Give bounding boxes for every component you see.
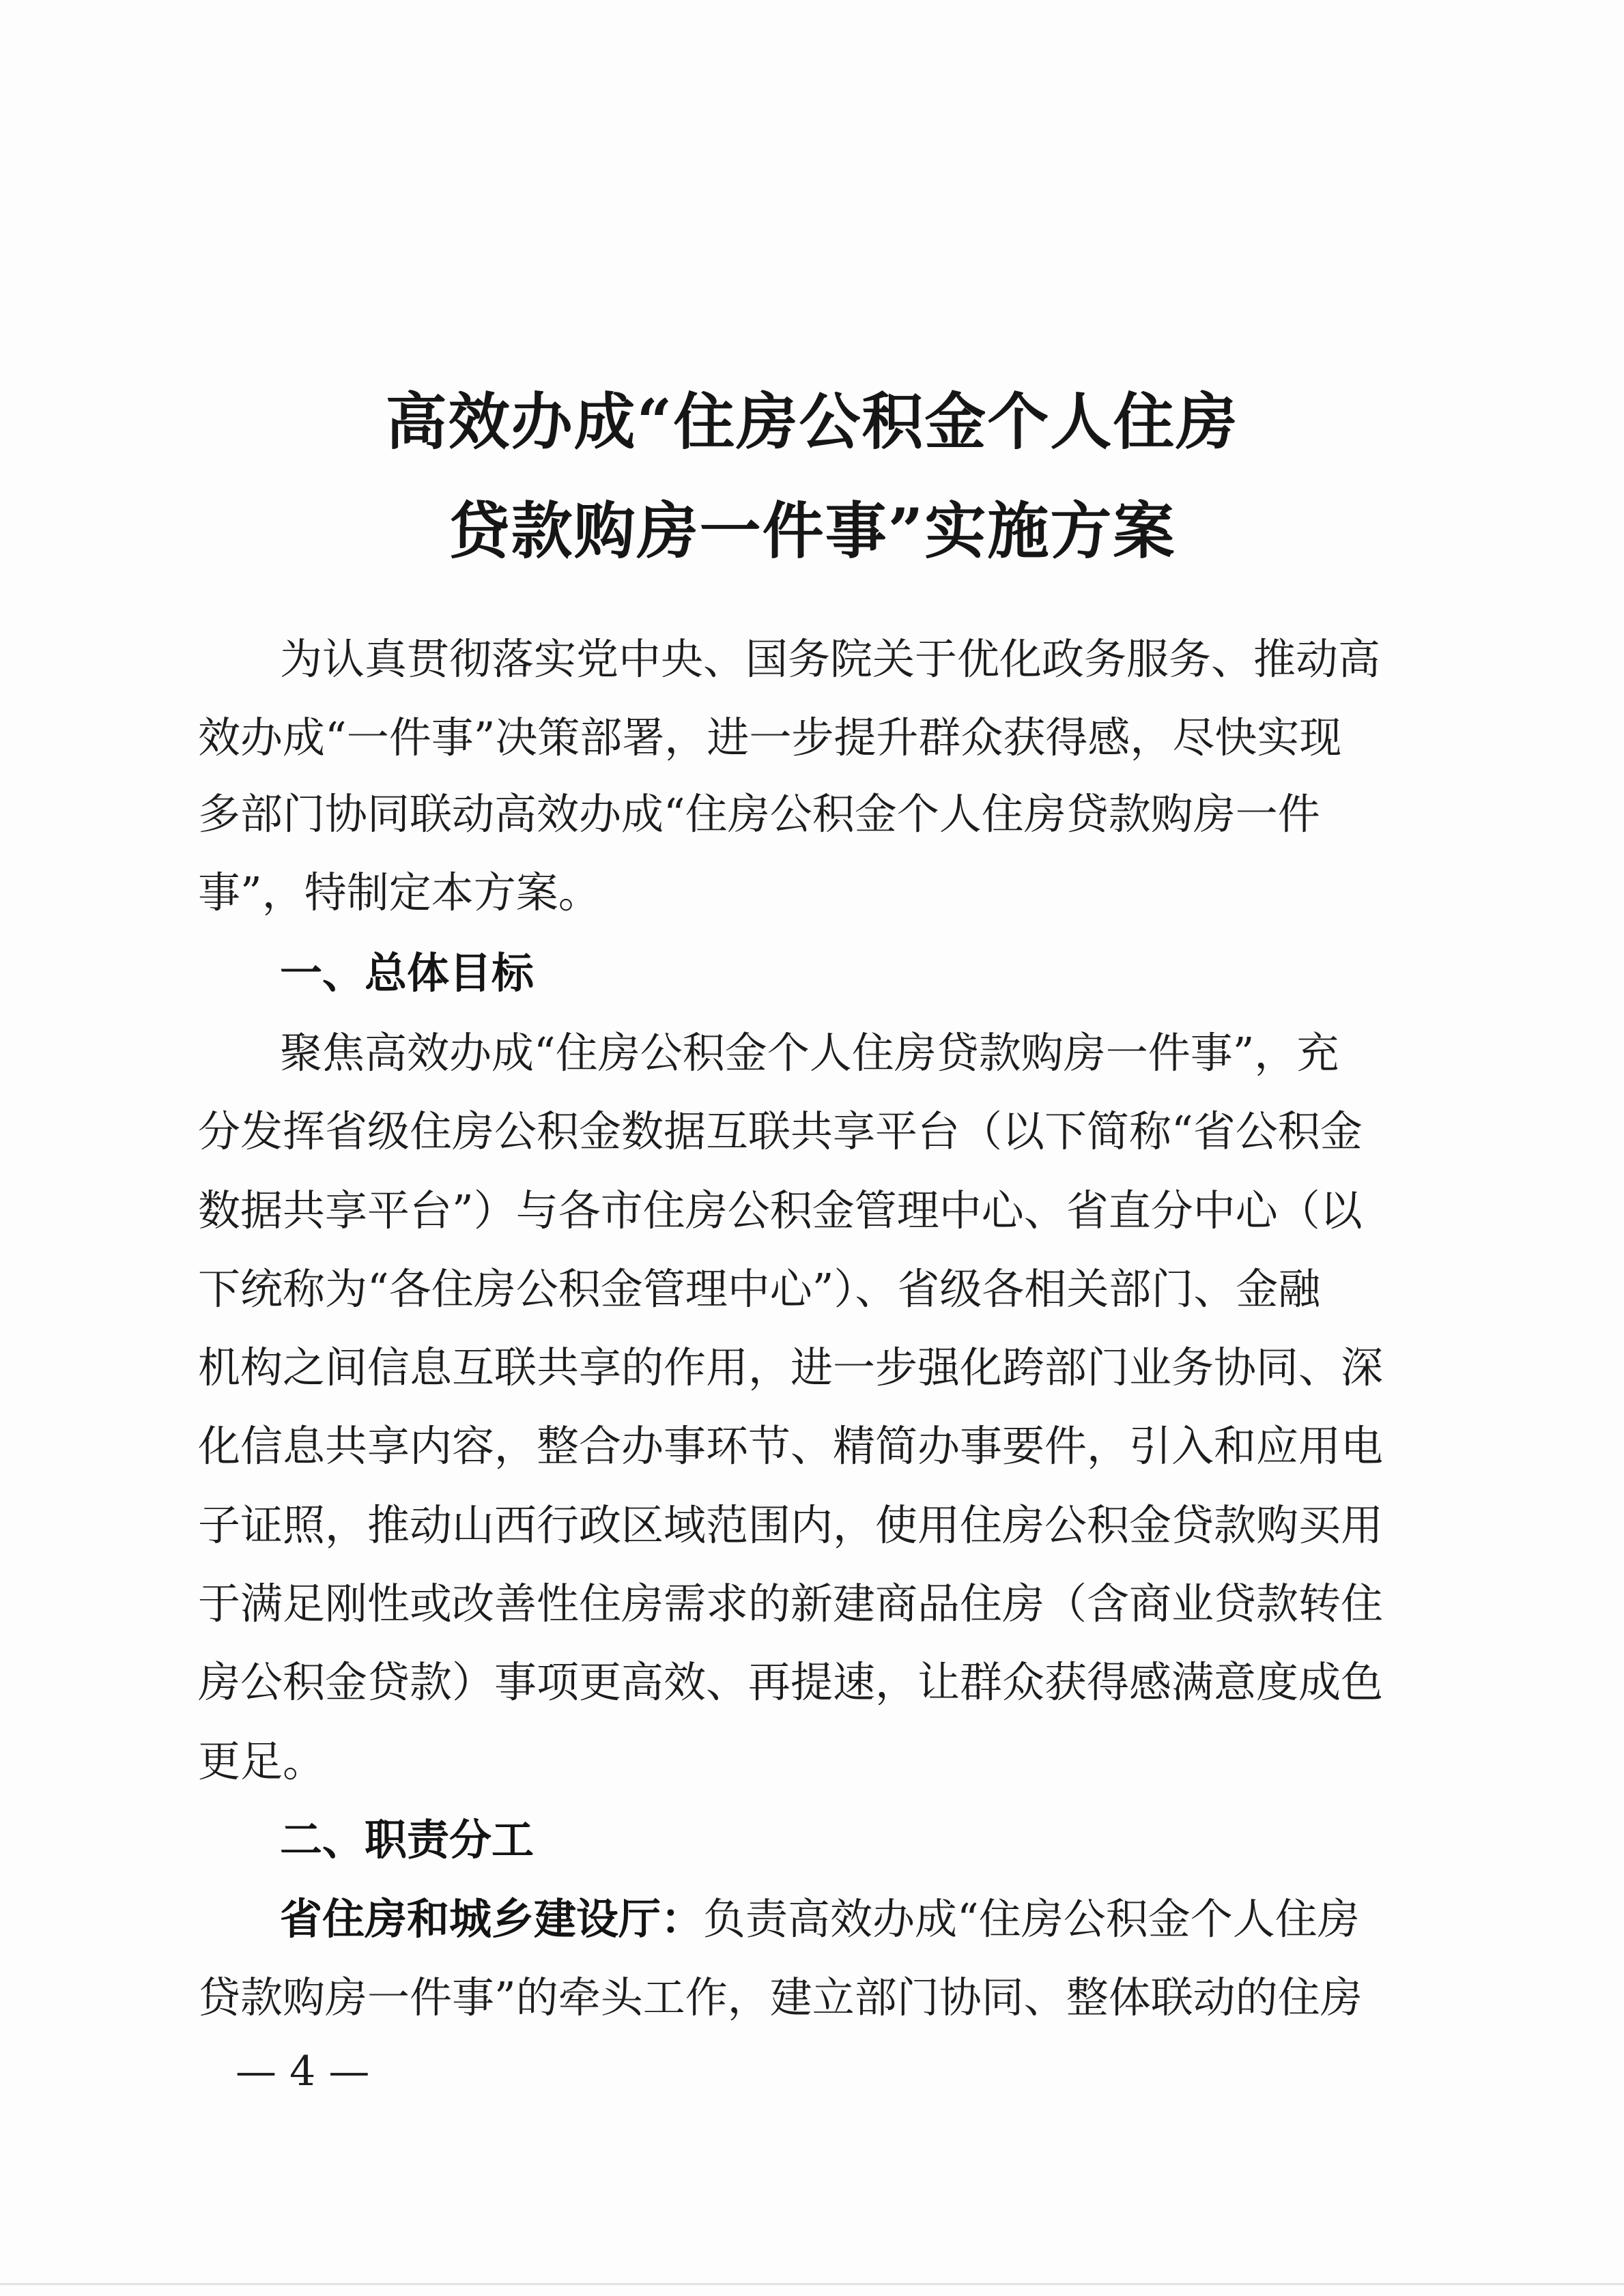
section-1-line-4: 下统称为“各住房公积金管理中心”）、省级各相关部门、金融: [198, 1264, 1321, 1314]
section-1-line-7: 子证照，推动山西行政区域范围内，使用住房公积金贷款购买用: [198, 1500, 1384, 1550]
intro-line-1: 为认真贯彻落实党中央、国务院关于优化政务服务、推动高: [280, 634, 1381, 684]
section-1-line-10: 更足。: [198, 1736, 326, 1786]
section-1-line-3: 数据共享平台”）与各市住房公积金管理中心、省直分中心（以: [198, 1186, 1363, 1235]
page-number: — 4 —: [236, 2048, 370, 2095]
intro-line-2: 效办成“一件事”决策部署，进一步提升群众获得感，尽快实现: [198, 713, 1342, 762]
section-1-line-9: 房公积金贷款）事项更高效、再提速，让群众获得感满意度成色: [198, 1657, 1384, 1707]
section-2-line-2: 贷款购房一件事”的牵头工作，建立部门协同、整体联动的住房: [198, 1972, 1363, 2022]
section-1-line-8: 于满足刚性或改善性住房需求的新建商品住房（含商业贷款转住: [198, 1579, 1384, 1628]
section-2-lead-label: 省住房和城乡建设厅：: [280, 1894, 704, 1944]
document-title-line-2: 贷款购房一件事”实施方案: [448, 495, 1176, 567]
section-2-line-1: [280, 1894, 1624, 1944]
intro-line-3: 多部门协同联动高效办成“住房公积金个人住房贷款购房一件: [198, 789, 1320, 839]
section-1-heading: 一、总体目标: [280, 948, 535, 998]
section-2-line-1-text: 负责高效办成“住房公积金个人住房: [703, 1894, 1360, 1944]
section-1-line-1: 聚焦高效办成“住房公积金个人住房贷款购房一件事”，充: [280, 1028, 1339, 1078]
section-1-line-5: 机构之间信息互联共享的作用，进一步强化跨部门业务协同、深: [198, 1343, 1384, 1392]
section-1-line-6: 化信息共享内容，整合办事环节、精简办事要件，引入和应用电: [198, 1421, 1384, 1471]
intro-line-4: 事”，特制定本方案。: [198, 867, 601, 917]
section-2-heading: 二、职责分工: [280, 1815, 535, 1865]
document-title-line-1: 高效办成“住房公积金个人住房: [385, 386, 1239, 458]
page-bottom-edge: [0, 2283, 1624, 2285]
section-1-line-2: 分发挥省级住房公积金数据互联共享平台（以下简称“省公积金: [198, 1106, 1363, 1156]
